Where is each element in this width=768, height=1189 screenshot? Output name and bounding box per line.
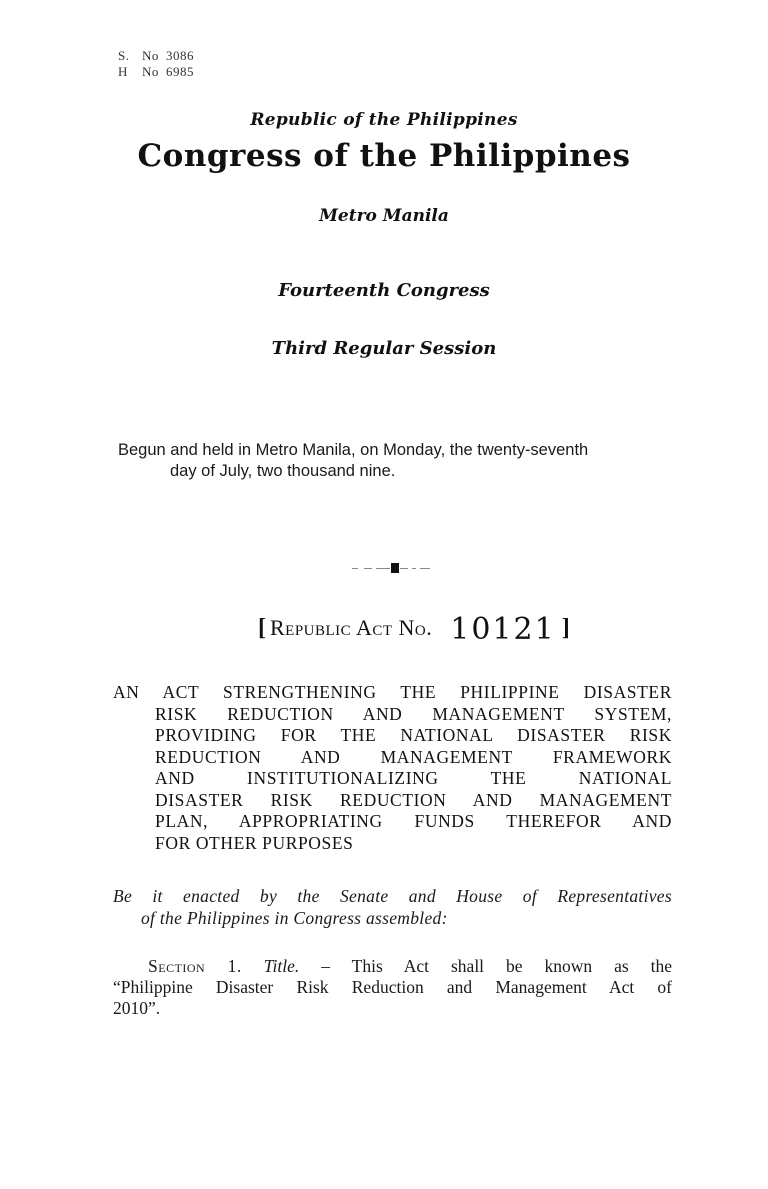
begun-statement <box>118 440 688 482</box>
header-congress-number: Fourteenth Congress <box>278 280 490 301</box>
begun-line-1: Begun and held in Metro Manila, on Monday, the twenty-seventh <box>118 441 589 459</box>
act-title-line: FOR OTHER PURPOSES <box>155 832 354 853</box>
republic-act-heading <box>258 608 570 652</box>
section-1-line-1 <box>113 956 672 977</box>
begun-line-2: day of July, two thousand nine. <box>170 462 396 480</box>
enacting-clause <box>113 885 672 929</box>
bill-numbers <box>118 48 194 80</box>
header-congress: Congress of the Philippines <box>137 138 631 174</box>
enacting-clause-line-1: Be it enacted by the Senate and House of Representatives <box>113 886 672 906</box>
header-session: Third Regular Session <box>271 338 497 359</box>
close-bracket: ] <box>561 615 570 641</box>
republic-act-label: Republic Act No. <box>270 615 433 640</box>
republic-act-number: 10121 <box>450 612 556 647</box>
act-title-line: RISK REDUCTION AND MANAGEMENT SYSTEM, <box>155 703 672 724</box>
header-location: Metro Manila <box>319 206 449 226</box>
house-bill-label: H <box>118 64 128 79</box>
act-title-line: DISASTER RISK REDUCTION AND MANAGEMENT <box>155 789 672 810</box>
section-1-line-3: 2010”. <box>113 998 161 1018</box>
section-divider-ornament-icon <box>352 562 436 574</box>
act-title-line: AN ACT STRENGTHENING THE PHILIPPINE DISASTER <box>113 682 672 702</box>
act-title-line: REDUCTION AND MANAGEMENT FRAMEWORK <box>155 746 672 767</box>
act-title-line: AND INSTITUTIONALIZING THE NATIONAL <box>155 768 672 788</box>
section-1-text: – This Act shall be known as the <box>321 956 672 976</box>
section-1-line-2: “Philippine Disaster Risk Reduction and Management Act of <box>113 977 672 997</box>
section-label: Section 1. <box>148 956 242 976</box>
senate-bill-label: S. <box>118 48 130 63</box>
enacting-clause-line-2: of the Philippines in Congress assembled: <box>141 908 448 928</box>
section-heading: Title. <box>263 956 300 976</box>
house-no-label: No <box>142 64 159 79</box>
section-1 <box>113 956 672 1019</box>
act-title-line: PLAN, APPROPRIATING FUNDS THEREFOR AND <box>155 811 672 831</box>
open-bracket: [ <box>258 615 266 641</box>
act-title <box>113 682 672 854</box>
house-bill-number <box>118 64 194 80</box>
senate-no-label: No <box>142 48 159 63</box>
header-republic: Republic of the Philippines <box>250 110 518 130</box>
senate-bill-value: 3086 <box>166 48 194 63</box>
act-title-line: PROVIDING FOR THE NATIONAL DISASTER RISK <box>155 725 672 745</box>
senate-bill-number <box>118 48 194 64</box>
house-bill-value: 6985 <box>166 64 194 79</box>
